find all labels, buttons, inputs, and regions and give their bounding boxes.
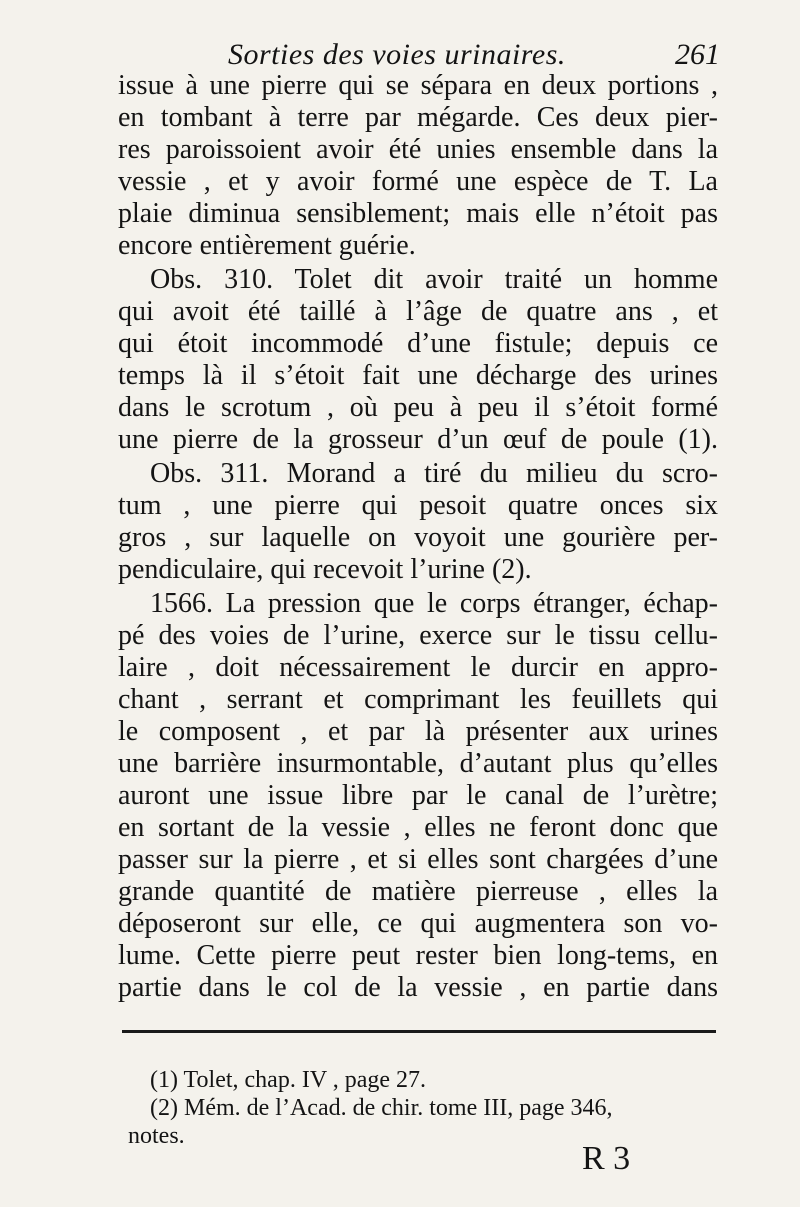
text-line: Obs. 311. Morand a tiré du milieu du scro-	[150, 458, 718, 489]
text-line: plaie diminua sensiblement; mais elle n’étoit pas	[118, 198, 718, 229]
text-line: Obs. 310. Tolet dit avoir traité un homme	[150, 264, 718, 295]
text-line: pendiculaire, qui recevoit l’urine (2).	[118, 554, 532, 585]
text-line: tum , une pierre qui pesoit quatre onces six	[118, 490, 718, 521]
text-line: gros , sur laquelle on voyoit une gourière per-	[118, 522, 718, 553]
text-line: lume. Cette pierre peut rester bien long-tems, en	[118, 940, 718, 971]
text-line: passer sur la pierre , et si elles sont chargées d’une	[118, 844, 718, 875]
text-line: partie dans le col de la vessie , en partie dans	[118, 972, 718, 1003]
footnote-2: (2) Mém. de l’Acad. de chir. tome III, page 346,	[150, 1095, 613, 1121]
running-title: Sorties des voies urinaires.	[228, 38, 566, 71]
text-line: vessie , et y avoir formé une espèce de T. La	[118, 166, 718, 197]
text-line: une barrière insurmontable, d’autant plus qu’elles	[118, 748, 718, 779]
text-line: qui avoit été taillé à l’âge de quatre ans , et	[118, 296, 718, 327]
text-line: déposeront sur elle, ce qui augmentera son vo-	[118, 908, 718, 939]
text-line: pé des voies de l’urine, exerce sur le tissu cellu-	[118, 620, 718, 651]
signature-mark: R 3	[582, 1140, 631, 1177]
text-line: 1566. La pression que le corps étranger, échap-	[150, 588, 718, 619]
text-line: une pierre de la grosseur d’un œuf de poule (1).	[118, 424, 718, 455]
text-line: temps là il s’étoit fait une décharge des urines	[118, 360, 718, 391]
footnote-rule	[122, 1030, 716, 1033]
text-line: encore entièrement guérie.	[118, 230, 416, 261]
page-number: 261	[675, 38, 720, 71]
text-line: en tombant à terre par mégarde. Ces deux pier-	[118, 102, 718, 133]
text-line: qui étoit incommodé d’une fistule; depuis ce	[118, 328, 718, 359]
text-line: res paroissoient avoir été unies ensemble dans la	[118, 134, 718, 165]
text-line: dans le scrotum , où peu à peu il s’étoit formé	[118, 392, 718, 423]
text-line: laire , doit nécessairement le durcir en appro-	[118, 652, 718, 683]
text-line: auront une issue libre par le canal de l’urètre;	[118, 780, 718, 811]
text-line: grande quantité de matière pierreuse , elles la	[118, 876, 718, 907]
text-line: issue à une pierre qui se sépara en deux portions ,	[118, 70, 718, 101]
footnote-2-continuation: notes.	[128, 1123, 185, 1149]
text-line: le composent , et par là présenter aux urines	[118, 716, 718, 747]
text-line: chant , serrant et comprimant les feuillets qui	[118, 684, 718, 715]
text-line: en sortant de la vessie , elles ne feront donc que	[118, 812, 718, 843]
footnote-1: (1) Tolet, chap. IV , page 27.	[150, 1067, 427, 1093]
